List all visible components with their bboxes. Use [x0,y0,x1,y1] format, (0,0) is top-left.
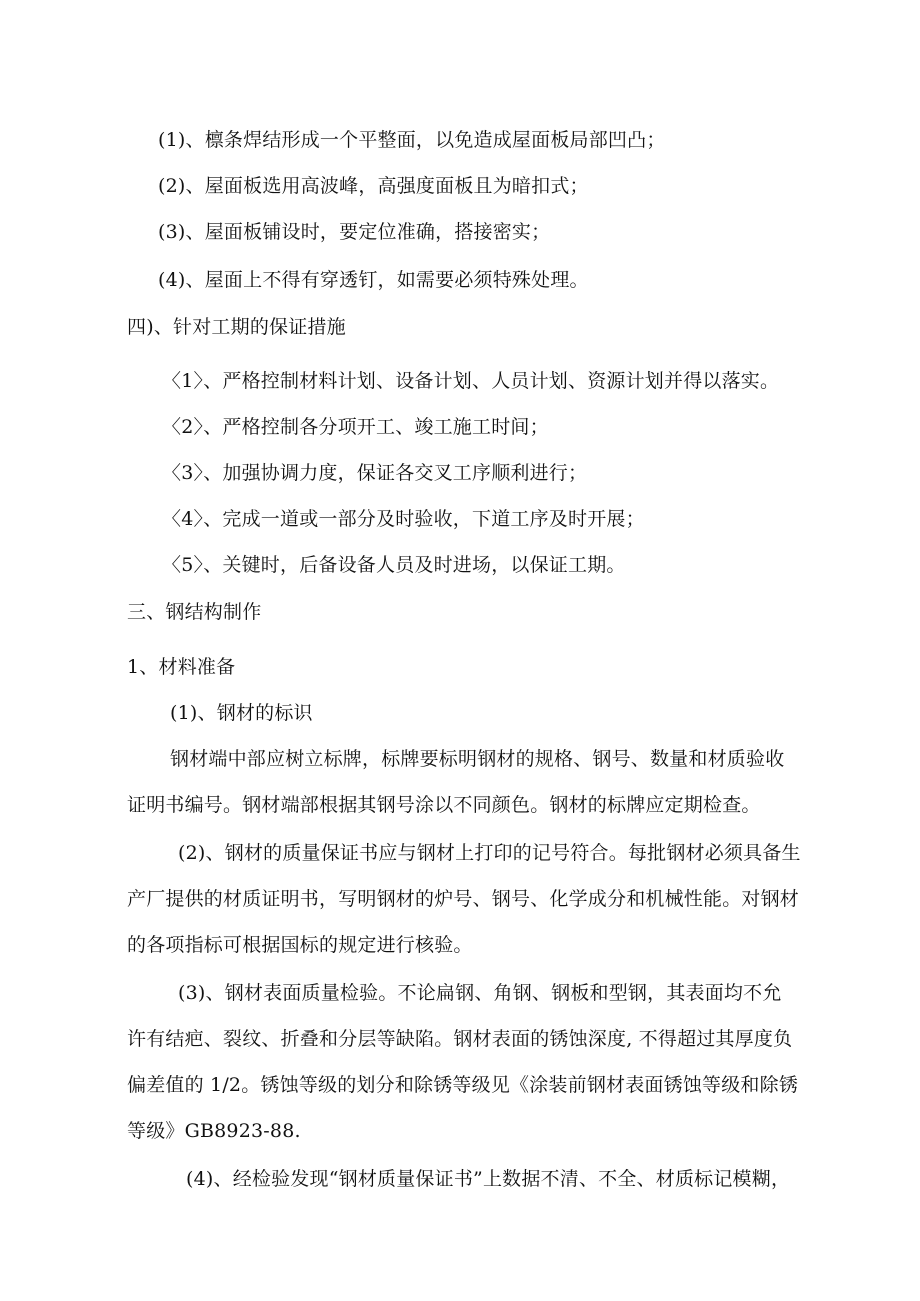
schedule-item-4: 〈4〉、完成一道或一部分及时验收，下道工序及时开展； [162,508,645,530]
steel-item2-line-3: 的各项指标可根据国标的规定进行核验。 [127,934,473,956]
steel-item3-line-2: 许有结疤、裂纹、折叠和分层等缺陷。钢材表面的锈蚀深度, 不得超过其厚度负 [127,1028,793,1050]
steel-item3-line-3: 偏差值的 1/2。锈蚀等级的划分和除锈等级见《涂装前钢材表面锈蚀等级和除锈 [127,1074,799,1096]
steel-item4-line-1: (4)、经检验发现“钢材质量保证书”上数据不清、不全、材质标记模糊， [186,1168,791,1190]
schedule-heading: 四)、针对工期的保证措施 [127,316,346,338]
schedule-item-1: 〈1〉、严格控制材料计划、设备计划、人员计划、资源计划并得以落实。 [162,370,780,392]
steel-heading: 三、钢结构制作 [127,601,262,623]
steel-item2-line-1: (2)、钢材的质量保证书应与钢材上打印的记号符合。每批钢材必须具备生 [178,842,801,864]
schedule-item-2: 〈2〉、严格控制各分项开工、竣工施工时间； [162,416,549,438]
steel-item2-line-2: 产厂提供的材质证明书，写明钢材的炉号、钢号、化学成分和机械性能。对钢材 [127,888,800,910]
steel-item3-line-1: (3)、钢材表面质量检验。不论扁钢、角钢、钢板和型钢，其表面均不允 [178,982,782,1004]
steel-item1-line-2: 证明书编号。钢材端部根据其钢号涂以不同颜色。钢材的标牌应定期检查。 [127,794,761,816]
roof-item-4: (4)、屋面上不得有穿透钉，如需要必须特殊处理。 [158,269,589,291]
roof-item-2: (2)、屋面板选用高波峰，高强度面板且为暗扣式； [158,175,589,197]
roof-item-3: (3)、屋面板铺设时，要定位准确，搭接密实； [158,221,551,243]
steel-sub-heading: 1、材料准备 [127,656,236,678]
steel-item1-line-1: 钢材端中部应树立标牌，标牌要标明钢材的规格、钢号、数量和材质验收 [170,748,785,770]
steel-item3-line-4: 等级》GB8923-88. [127,1120,301,1142]
steel-item1-title: (1)、钢材的标识 [170,702,313,724]
roof-item-1: (1)、檩条焊结形成一个平整面，以免造成屋面板局部凹凸； [158,129,666,151]
schedule-item-3: 〈3〉、加强协调力度，保证各交叉工序顺利进行； [162,462,588,484]
schedule-item-5: 〈5〉、关键时，后备设备人员及时进场，以保证工期。 [162,554,626,576]
